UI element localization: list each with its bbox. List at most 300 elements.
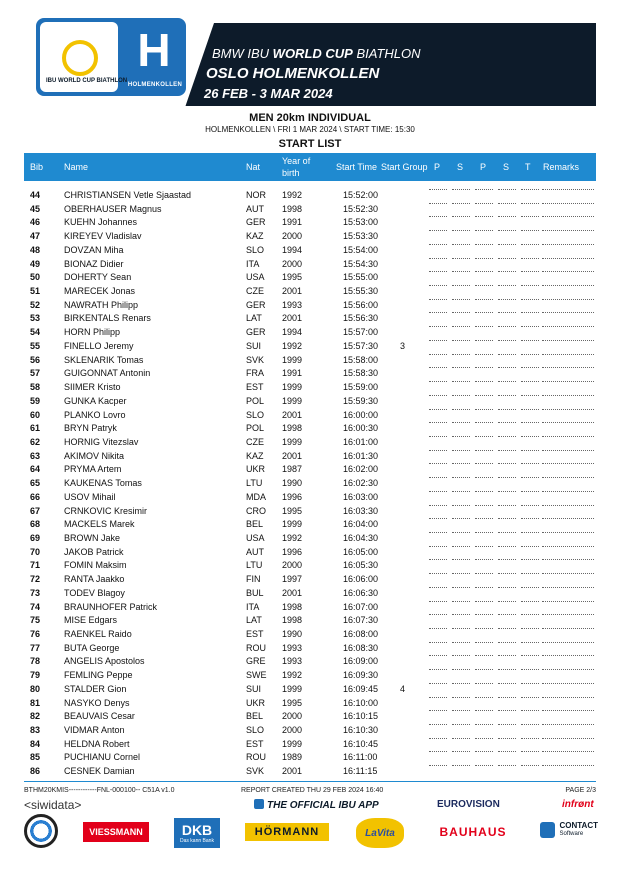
- shooting-blank-line: [475, 628, 493, 629]
- shooting-blank-line: [498, 230, 516, 231]
- app-name: OFFICIAL IBU APP: [289, 800, 379, 811]
- shooting-blank-line: [429, 655, 447, 656]
- table-row: [24, 477, 596, 491]
- shooting-blank-line: [475, 395, 493, 396]
- col-s2: S: [503, 162, 510, 172]
- shooting-blank-line: [521, 573, 539, 574]
- shooting-blank-line: [498, 628, 516, 629]
- shooting-blank-line: [452, 189, 470, 190]
- official-ibu-app-logo: [254, 799, 379, 811]
- start-time-cell: 16:10:00: [343, 697, 379, 708]
- holmenkollen-h-icon: H: [137, 24, 171, 76]
- bib-cell: 56: [30, 354, 41, 365]
- nat-cell: SVK: [246, 354, 265, 365]
- shooting-blank-line: [452, 450, 470, 451]
- start-time-cell: 16:01:00: [343, 436, 379, 447]
- nat-cell: CZE: [246, 436, 264, 447]
- start-time-cell: 16:09:00: [343, 656, 379, 667]
- shooting-blank-line: [521, 765, 539, 766]
- remarks-blank-line: [542, 559, 594, 560]
- shooting-blank-line: [521, 203, 539, 204]
- shooting-blank-line: [498, 559, 516, 560]
- bib-cell: 83: [30, 725, 41, 736]
- start-time-cell: 16:03:30: [343, 505, 379, 516]
- table-row: [24, 354, 596, 368]
- shooting-blank-line: [521, 422, 539, 423]
- shooting-blank-line: [498, 765, 516, 766]
- table-row: [24, 559, 596, 573]
- shooting-blank-line: [452, 271, 470, 272]
- name-cell: VIDMAR Anton: [64, 725, 125, 736]
- hormann-logo: HÖRMANN: [245, 823, 329, 841]
- bib-cell: 71: [30, 560, 41, 571]
- name-cell: CHRISTIANSEN Vetle Sjaastad: [64, 190, 192, 200]
- shooting-blank-line: [498, 409, 516, 410]
- shooting-blank-line: [498, 299, 516, 300]
- shooting-blank-line: [429, 614, 447, 615]
- shooting-blank-line: [429, 559, 447, 560]
- start-time-cell: 16:07:00: [343, 601, 379, 612]
- name-cell: JAKOB Patrick: [64, 546, 124, 557]
- yob-cell: 1999: [282, 354, 303, 365]
- col-nat: Nat: [246, 162, 261, 172]
- start-time-cell: 15:53:30: [343, 231, 379, 242]
- shooting-blank-line: [475, 285, 493, 286]
- table-row: [24, 299, 596, 313]
- shooting-blank-line: [429, 203, 447, 204]
- nat-cell: LTU: [246, 478, 263, 489]
- shooting-blank-line: [498, 312, 516, 313]
- shooting-blank-line: [475, 532, 493, 533]
- start-time-cell: 16:10:45: [343, 738, 379, 749]
- bib-cell: 46: [30, 217, 41, 228]
- shooting-blank-line: [475, 299, 493, 300]
- table-row: [24, 573, 596, 587]
- shooting-blank-line: [521, 463, 539, 464]
- shooting-blank-line: [452, 559, 470, 560]
- shooting-blank-line: [498, 463, 516, 464]
- shooting-blank-line: [521, 409, 539, 410]
- shooting-blank-line: [521, 546, 539, 547]
- name-cell: SIIMER Kristo: [64, 382, 121, 393]
- shooting-blank-line: [475, 216, 493, 217]
- shooting-blank-line: [498, 203, 516, 204]
- remarks-blank-line: [542, 683, 594, 684]
- yob-cell: 2001: [282, 313, 303, 324]
- title-suffix: BIATHLON: [352, 46, 421, 61]
- nat-cell: BEL: [246, 711, 264, 722]
- shooting-blank-line: [498, 587, 516, 588]
- shooting-blank-line: [429, 628, 447, 629]
- table-row: [24, 697, 596, 711]
- bib-cell: 51: [30, 286, 41, 297]
- col-remarks: Remarks: [543, 162, 580, 172]
- shooting-blank-line: [498, 573, 516, 574]
- shooting-blank-line: [452, 573, 470, 574]
- name-cell: FEMLING Peppe: [64, 670, 133, 681]
- shooting-blank-line: [475, 697, 493, 698]
- shooting-blank-line: [521, 299, 539, 300]
- remarks-blank-line: [542, 203, 594, 204]
- shooting-blank-line: [521, 436, 539, 437]
- start-group-cell: 4: [400, 683, 406, 694]
- shooting-blank-line: [452, 326, 470, 327]
- shooting-blank-line: [475, 559, 493, 560]
- table-row: [24, 271, 596, 285]
- remarks-blank-line: [542, 518, 594, 519]
- start-time-cell: 16:00:00: [343, 409, 379, 420]
- yob-cell: 1990: [282, 478, 303, 489]
- bib-cell: 67: [30, 505, 41, 516]
- shooting-blank-line: [521, 751, 539, 752]
- shooting-blank-line: [452, 765, 470, 766]
- name-cell: BIRKENTALS Renars: [64, 313, 151, 324]
- name-cell: KAUKENAS Tomas: [64, 478, 142, 489]
- table-row: [24, 738, 596, 752]
- shooting-blank-line: [475, 367, 493, 368]
- bib-cell: 81: [30, 697, 41, 708]
- shooting-blank-line: [498, 258, 516, 259]
- shooting-blank-line: [429, 697, 447, 698]
- col-start-time: Start Time: [336, 162, 378, 172]
- shooting-blank-line: [521, 395, 539, 396]
- shooting-blank-line: [475, 601, 493, 602]
- table-row: [24, 491, 596, 505]
- table-row: [24, 614, 596, 628]
- name-cell: NASYKO Denys: [64, 697, 130, 708]
- shooting-blank-line: [429, 189, 447, 190]
- dkb-text: DKB: [181, 822, 213, 838]
- remarks-blank-line: [542, 601, 594, 602]
- yob-cell: 1992: [282, 670, 303, 681]
- table-row: [24, 367, 596, 381]
- table-row: [24, 326, 596, 340]
- bib-cell: 60: [30, 409, 41, 420]
- title-bold: WORLD CUP: [272, 46, 353, 61]
- yob-cell: 1999: [282, 738, 303, 749]
- shooting-blank-line: [429, 683, 447, 684]
- bib-cell: 85: [30, 752, 41, 763]
- shooting-blank-line: [498, 326, 516, 327]
- remarks-blank-line: [542, 463, 594, 464]
- shooting-blank-line: [452, 463, 470, 464]
- shooting-blank-line: [521, 683, 539, 684]
- shooting-blank-line: [429, 216, 447, 217]
- remarks-blank-line: [542, 216, 594, 217]
- yob-cell: 1999: [282, 683, 303, 694]
- table-row: [24, 312, 596, 326]
- table-row: [24, 395, 596, 409]
- yob-cell: 1995: [282, 505, 303, 516]
- yob-cell: 1987: [282, 464, 303, 475]
- remarks-blank-line: [542, 189, 594, 190]
- shooting-blank-line: [452, 216, 470, 217]
- yob-cell: 1989: [282, 752, 303, 763]
- remarks-blank-line: [542, 628, 594, 629]
- name-cell: GUNKA Kacper: [64, 395, 127, 406]
- shooting-blank-line: [452, 587, 470, 588]
- shooting-blank-line: [452, 340, 470, 341]
- table-row: [24, 258, 596, 272]
- shooting-blank-line: [498, 477, 516, 478]
- remarks-blank-line: [542, 299, 594, 300]
- remarks-blank-line: [542, 326, 594, 327]
- yob-cell: 1995: [282, 272, 303, 283]
- shooting-blank-line: [498, 367, 516, 368]
- yob-cell: 2001: [282, 286, 303, 297]
- start-time-cell: 16:07:30: [343, 615, 379, 626]
- remarks-blank-line: [542, 230, 594, 231]
- infront-logo: infrønt: [562, 799, 594, 810]
- remarks-blank-line: [542, 381, 594, 382]
- nat-cell: SUI: [246, 340, 262, 351]
- dkb-tagline: Das kann Bank: [180, 838, 214, 844]
- remarks-blank-line: [542, 271, 594, 272]
- bib-cell: 48: [30, 244, 41, 255]
- start-time-cell: 16:11:15: [343, 766, 378, 777]
- shooting-blank-line: [429, 587, 447, 588]
- remarks-blank-line: [542, 573, 594, 574]
- shooting-blank-line: [475, 642, 493, 643]
- shooting-blank-line: [498, 614, 516, 615]
- shooting-blank-line: [429, 477, 447, 478]
- remarks-blank-line: [542, 587, 594, 588]
- nat-cell: POL: [246, 423, 265, 434]
- col-year-of-birth: Year of birth: [282, 156, 311, 178]
- bib-cell: 52: [30, 299, 41, 310]
- bib-cell: 47: [30, 231, 41, 242]
- shooting-blank-line: [498, 724, 516, 725]
- shooting-blank-line: [452, 395, 470, 396]
- yob-cell: 1990: [282, 629, 303, 639]
- bib-cell: 82: [30, 711, 41, 722]
- shooting-blank-line: [429, 532, 447, 533]
- yob-cell: 2000: [282, 560, 303, 571]
- yob-cell: 2000: [282, 725, 303, 736]
- table-row: [24, 381, 596, 395]
- shooting-blank-line: [521, 559, 539, 560]
- shooting-blank-line: [475, 505, 493, 506]
- name-cell: HORNIG Vitezslav: [64, 436, 139, 447]
- yob-cell: 2001: [282, 587, 303, 598]
- event-dates: 26 FEB - 3 MAR 2024: [204, 86, 333, 101]
- remarks-blank-line: [542, 409, 594, 410]
- shooting-blank-line: [475, 271, 493, 272]
- shooting-blank-line: [521, 285, 539, 286]
- contact-icon: [540, 822, 555, 838]
- viessmann-logo: VIESSMANN: [83, 822, 149, 842]
- shooting-blank-line: [475, 244, 493, 245]
- shooting-blank-line: [429, 381, 447, 382]
- start-time-cell: 15:57:30: [343, 340, 379, 351]
- bib-cell: 73: [30, 587, 41, 598]
- start-time-cell: 15:53:00: [343, 217, 379, 228]
- start-time-cell: 15:54:00: [343, 244, 379, 255]
- shooting-blank-line: [521, 724, 539, 725]
- shooting-blank-line: [521, 491, 539, 492]
- remarks-blank-line: [542, 340, 594, 341]
- shooting-blank-line: [498, 354, 516, 355]
- shooting-blank-line: [452, 203, 470, 204]
- shooting-blank-line: [498, 381, 516, 382]
- table-row: [24, 230, 596, 244]
- shooting-blank-line: [475, 422, 493, 423]
- shooting-blank-line: [521, 216, 539, 217]
- shooting-blank-line: [475, 573, 493, 574]
- dkb-logo: [174, 818, 220, 848]
- table-row: [24, 436, 596, 450]
- nat-cell: GRE: [246, 656, 266, 667]
- logo-caption: HOLMENKOLLEN: [127, 82, 183, 88]
- app-icon: [254, 799, 264, 809]
- nat-cell: ITA: [246, 258, 260, 269]
- shooting-blank-line: [452, 230, 470, 231]
- nat-cell: SLO: [246, 244, 265, 255]
- yob-cell: 2000: [282, 711, 303, 722]
- shooting-blank-line: [452, 299, 470, 300]
- shooting-blank-line: [475, 326, 493, 327]
- shooting-blank-line: [475, 381, 493, 382]
- name-cell: ANGELIS Apostolos: [64, 656, 145, 667]
- remarks-blank-line: [542, 285, 594, 286]
- remarks-blank-line: [542, 477, 594, 478]
- table-row: [24, 532, 596, 546]
- table-row: [24, 244, 596, 258]
- bib-cell: 84: [30, 738, 41, 749]
- yob-cell: 1993: [282, 656, 303, 667]
- shooting-blank-line: [452, 532, 470, 533]
- nat-cell: NOR: [246, 190, 266, 200]
- shooting-blank-line: [475, 614, 493, 615]
- shooting-blank-line: [452, 367, 470, 368]
- name-cell: BRYN Patryk: [64, 423, 117, 434]
- shooting-blank-line: [475, 203, 493, 204]
- nat-cell: SWE: [246, 670, 267, 681]
- yob-cell: 1999: [282, 395, 303, 406]
- bib-cell: 80: [30, 683, 41, 694]
- name-cell: PLANKO Lovro: [64, 409, 126, 420]
- bauhaus-logo: BAUHAUS: [439, 825, 507, 839]
- bib-cell: 49: [30, 258, 41, 269]
- yob-cell: 1994: [282, 244, 303, 255]
- shooting-blank-line: [429, 354, 447, 355]
- col-s1: S: [457, 162, 464, 172]
- start-time-cell: 15:54:30: [343, 258, 379, 269]
- yob-cell: 1995: [282, 697, 303, 708]
- name-cell: MACKELS Marek: [64, 519, 135, 530]
- shooting-blank-line: [475, 230, 493, 231]
- name-cell: PUCHIANU Cornel: [64, 752, 141, 763]
- bib-cell: 57: [30, 368, 41, 379]
- app-prefix: THE: [267, 800, 290, 811]
- bib-cell: 54: [30, 327, 41, 338]
- remarks-blank-line: [542, 697, 594, 698]
- nat-cell: KAZ: [246, 231, 264, 242]
- shooting-blank-line: [475, 710, 493, 711]
- shooting-blank-line: [475, 765, 493, 766]
- col-p1: P: [434, 162, 441, 172]
- shooting-blank-line: [498, 601, 516, 602]
- shooting-blank-line: [521, 244, 539, 245]
- start-time-cell: 15:55:30: [343, 286, 379, 297]
- report-created: REPORT CREATED THU 29 FEB 2024 16:40: [241, 787, 384, 794]
- start-time-cell: 15:52:30: [343, 203, 379, 214]
- lavita-logo: LaVita: [356, 818, 404, 848]
- shooting-blank-line: [452, 724, 470, 725]
- shooting-blank-line: [475, 546, 493, 547]
- remarks-blank-line: [542, 655, 594, 656]
- shooting-blank-line: [452, 312, 470, 313]
- bib-cell: 69: [30, 532, 41, 543]
- remarks-blank-line: [542, 614, 594, 615]
- bib-cell: 55: [30, 340, 41, 351]
- shooting-blank-line: [521, 601, 539, 602]
- bib-cell: 62: [30, 436, 41, 447]
- shooting-blank-line: [475, 518, 493, 519]
- table-row: [24, 642, 596, 656]
- remarks-blank-line: [542, 258, 594, 259]
- remarks-blank-line: [542, 450, 594, 451]
- shooting-blank-line: [475, 463, 493, 464]
- shooting-blank-line: [521, 271, 539, 272]
- table-row: [24, 409, 596, 423]
- eurovision-logo: EUROVISION: [437, 799, 500, 810]
- name-cell: PRYMA Artem: [64, 464, 122, 475]
- shooting-blank-line: [429, 491, 447, 492]
- title-prefix: BMW IBU: [212, 46, 273, 61]
- nat-cell: SLO: [246, 725, 265, 736]
- yob-cell: 2000: [282, 258, 303, 269]
- start-time-cell: 16:04:00: [343, 519, 379, 530]
- nat-cell: FRA: [246, 368, 264, 379]
- venue-title: OSLO HOLMENKOLLEN: [206, 65, 380, 82]
- shooting-blank-line: [429, 230, 447, 231]
- shooting-blank-line: [452, 669, 470, 670]
- start-time-cell: 16:09:45: [343, 683, 379, 694]
- remarks-blank-line: [542, 642, 594, 643]
- name-cell: KIREYEV Vladislav: [64, 231, 142, 242]
- shooting-blank-line: [452, 614, 470, 615]
- shooting-blank-line: [521, 230, 539, 231]
- start-time-cell: 16:03:00: [343, 491, 379, 502]
- bib-cell: 58: [30, 382, 41, 393]
- name-cell: MISE Edgars: [64, 615, 118, 626]
- start-time-cell: 15:58:00: [343, 354, 379, 365]
- nat-cell: CRO: [246, 505, 266, 516]
- remarks-blank-line: [542, 505, 594, 506]
- remarks-blank-line: [542, 491, 594, 492]
- yob-cell: 1998: [282, 615, 303, 626]
- nat-cell: MDA: [246, 491, 266, 502]
- table-header: [24, 153, 596, 181]
- shooting-blank-line: [452, 655, 470, 656]
- table-row: [24, 628, 596, 642]
- start-time-cell: 16:11:00: [343, 752, 378, 763]
- shooting-blank-line: [429, 669, 447, 670]
- name-cell: KUEHN Johannes: [64, 217, 138, 228]
- nat-cell: SVK: [246, 766, 265, 777]
- shooting-blank-line: [521, 655, 539, 656]
- start-time-cell: 16:05:30: [343, 560, 379, 571]
- list-title: START LIST: [278, 138, 342, 150]
- yob-cell: 1998: [282, 423, 303, 434]
- remarks-blank-line: [542, 395, 594, 396]
- document-code: BTHM20KMIS------------FNL-000100-- C51A v1.0: [24, 787, 175, 794]
- shooting-blank-line: [452, 244, 470, 245]
- shooting-blank-line: [429, 395, 447, 396]
- name-cell: SKLENARIK Tomas: [64, 354, 144, 365]
- shooting-blank-line: [498, 642, 516, 643]
